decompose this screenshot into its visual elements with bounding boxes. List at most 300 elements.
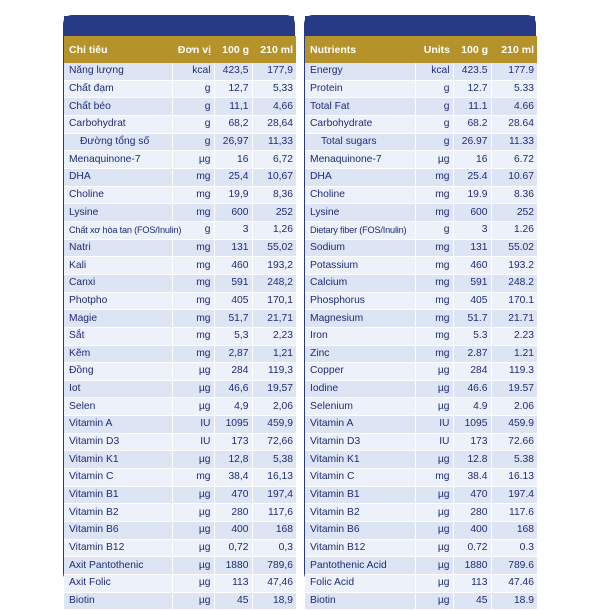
value-per-100g: 11,1 (214, 98, 252, 116)
nutrient-unit: mg (415, 204, 453, 222)
value-per-210ml: 19.57 (491, 380, 537, 398)
table-row (305, 80, 537, 98)
table-row (305, 345, 537, 363)
nutrient-unit: g (172, 80, 214, 98)
nutrient-name: Menaquinone-7 (64, 151, 172, 169)
header-nutrient: Chỉ tiêu (64, 36, 172, 63)
nutrient-name: Vitamin B12 (64, 539, 172, 557)
nutrient-name: Total Fat (305, 98, 415, 116)
value-per-210ml: 2,23 (252, 327, 296, 345)
nutrition-table-english (304, 15, 536, 607)
header-per-210ml: 210 ml (252, 36, 296, 63)
nutrient-name: Energy (305, 63, 415, 80)
table-row (64, 345, 296, 363)
nutrition-grid-en (305, 36, 537, 610)
value-per-210ml: 168 (491, 522, 537, 540)
value-per-210ml: 170,1 (252, 292, 296, 310)
value-per-100g: 46,6 (214, 380, 252, 398)
nutrient-name: Lysine (305, 204, 415, 222)
nutrient-unit: mg (415, 292, 453, 310)
value-per-100g: 470 (453, 486, 491, 504)
nutrient-name: Vitamin D3 (64, 433, 172, 451)
value-per-100g: 2,87 (214, 345, 252, 363)
table-row (305, 221, 537, 239)
nutrient-unit: µg (172, 504, 214, 522)
table-row (305, 451, 537, 469)
value-per-100g: 51.7 (453, 310, 491, 328)
nutrient-unit: IU (415, 433, 453, 451)
value-per-100g: 460 (453, 257, 491, 275)
nutrient-name: Biotin (64, 592, 172, 610)
value-per-210ml: 1.26 (491, 221, 537, 239)
table-row (64, 380, 296, 398)
value-per-100g: 1095 (453, 416, 491, 434)
value-per-210ml: 193,2 (252, 257, 296, 275)
nutrition-table-vietnamese (63, 15, 295, 607)
value-per-210ml: 2,06 (252, 398, 296, 416)
value-per-100g: 19.9 (453, 186, 491, 204)
nutrient-name: Vitamin B2 (305, 504, 415, 522)
table-row (64, 98, 296, 116)
table-row (64, 133, 296, 151)
value-per-210ml: 4.66 (491, 98, 537, 116)
nutrient-name: Kẽm (64, 345, 172, 363)
nutrient-unit: µg (172, 363, 214, 381)
value-per-210ml: 459,9 (252, 416, 296, 434)
value-per-210ml: 170.1 (491, 292, 537, 310)
nutrient-name: Sắt (64, 327, 172, 345)
value-per-210ml: 0,3 (252, 539, 296, 557)
value-per-210ml: 18.9 (491, 592, 537, 610)
nutrient-name: Vitamin B6 (64, 522, 172, 540)
value-per-100g: 4,9 (214, 398, 252, 416)
nutrient-unit: mg (415, 469, 453, 487)
nutrient-unit: µg (415, 363, 453, 381)
nutrient-unit: µg (415, 575, 453, 593)
nutrient-name: Natri (64, 239, 172, 257)
value-per-210ml: 11.33 (491, 133, 537, 151)
value-per-100g: 423,5 (214, 63, 252, 80)
nutrient-unit: mg (172, 292, 214, 310)
table-row (64, 239, 296, 257)
value-per-100g: 284 (453, 363, 491, 381)
nutrient-unit: µg (172, 557, 214, 575)
table-row (305, 274, 537, 292)
table-row (64, 433, 296, 451)
nutrient-name: Calcium (305, 274, 415, 292)
value-per-100g: 600 (453, 204, 491, 222)
nutrient-name: Zinc (305, 345, 415, 363)
value-per-100g: 25.4 (453, 168, 491, 186)
value-per-100g: 460 (214, 257, 252, 275)
value-per-100g: 19,9 (214, 186, 252, 204)
nutrient-name: Vitamin K1 (305, 451, 415, 469)
value-per-210ml: 1,21 (252, 345, 296, 363)
table-row (305, 592, 537, 610)
nutrient-name: Vitamin C (64, 469, 172, 487)
nutrient-name: Năng lượng (64, 63, 172, 80)
value-per-100g: 173 (453, 433, 491, 451)
value-per-210ml: 168 (252, 522, 296, 540)
nutrient-unit: µg (415, 539, 453, 557)
table-row (305, 257, 537, 275)
value-per-100g: 12.7 (453, 80, 491, 98)
value-per-100g: 38,4 (214, 469, 252, 487)
table-row (305, 469, 537, 487)
value-per-210ml: 5.38 (491, 451, 537, 469)
value-per-100g: 400 (453, 522, 491, 540)
table-row (305, 98, 537, 116)
table-row (305, 168, 537, 186)
value-per-100g: 1880 (214, 557, 252, 575)
value-per-210ml: 16,13 (252, 469, 296, 487)
nutrient-name: Choline (64, 186, 172, 204)
value-per-210ml: 119.3 (491, 363, 537, 381)
nutrient-unit: µg (172, 575, 214, 593)
nutrient-unit: µg (415, 380, 453, 398)
nutrient-unit: mg (172, 310, 214, 328)
nutrient-unit: g (172, 221, 214, 239)
nutrient-name: Vitamin B1 (305, 486, 415, 504)
value-per-210ml: 10.67 (491, 168, 537, 186)
nutrient-name: Chất đạm (64, 80, 172, 98)
value-per-100g: 591 (214, 274, 252, 292)
value-per-100g: 284 (214, 363, 252, 381)
value-per-100g: 131 (453, 239, 491, 257)
nutrient-unit: g (172, 98, 214, 116)
value-per-210ml: 8.36 (491, 186, 537, 204)
value-per-100g: 45 (214, 592, 252, 610)
nutrient-name: Selen (64, 398, 172, 416)
value-per-210ml: 5,38 (252, 451, 296, 469)
value-per-100g: 16 (214, 151, 252, 169)
nutrient-name: DHA (64, 168, 172, 186)
nutrient-name: Axit Folic (64, 575, 172, 593)
value-per-210ml: 197,4 (252, 486, 296, 504)
table-row (64, 80, 296, 98)
value-per-210ml: 47,46 (252, 575, 296, 593)
nutrient-unit: µg (415, 151, 453, 169)
value-per-210ml: 10,67 (252, 168, 296, 186)
value-per-210ml: 117,6 (252, 504, 296, 522)
nutrient-unit: mg (172, 345, 214, 363)
table-row (305, 433, 537, 451)
nutrient-name: Lysine (64, 204, 172, 222)
nutrient-unit: µg (172, 522, 214, 540)
nutrient-unit: g (415, 98, 453, 116)
value-per-100g: 12,7 (214, 80, 252, 98)
nutrient-name: Vitamin K1 (64, 451, 172, 469)
nutrient-unit: µg (415, 557, 453, 575)
header-nutrient: Nutrients (305, 36, 415, 63)
value-per-210ml: 248,2 (252, 274, 296, 292)
nutrient-name: Vitamin A (64, 416, 172, 434)
table-row (64, 398, 296, 416)
value-per-210ml: 19,57 (252, 380, 296, 398)
value-per-100g: 600 (214, 204, 252, 222)
nutrient-name: Vitamin B2 (64, 504, 172, 522)
table-row (305, 327, 537, 345)
table-row (64, 168, 296, 186)
nutrient-name: Potassium (305, 257, 415, 275)
nutrient-unit: µg (172, 380, 214, 398)
value-per-100g: 26.97 (453, 133, 491, 151)
value-per-100g: 0,72 (214, 539, 252, 557)
table-row (305, 398, 537, 416)
table-row (64, 486, 296, 504)
nutrient-name: Chất béo (64, 98, 172, 116)
panel-top-bar (305, 16, 535, 36)
nutrient-unit: mg (172, 469, 214, 487)
value-per-210ml: 789,6 (252, 557, 296, 575)
value-per-210ml: 55.02 (491, 239, 537, 257)
table-row (305, 204, 537, 222)
value-per-100g: 131 (214, 239, 252, 257)
nutrient-unit: kcal (172, 63, 214, 80)
value-per-100g: 470 (214, 486, 252, 504)
value-per-210ml: 252 (252, 204, 296, 222)
panel-top-bar (64, 16, 294, 36)
value-per-210ml: 18,9 (252, 592, 296, 610)
table-row (64, 575, 296, 593)
table-row (64, 274, 296, 292)
table-row (64, 151, 296, 169)
value-per-100g: 25,4 (214, 168, 252, 186)
nutrient-name: Vitamin C (305, 469, 415, 487)
value-per-210ml: 55,02 (252, 239, 296, 257)
header-row (305, 36, 537, 63)
value-per-100g: 173 (214, 433, 252, 451)
table-row (305, 486, 537, 504)
table-row (64, 327, 296, 345)
nutrient-unit: kcal (415, 63, 453, 80)
header-per-210ml: 210 ml (491, 36, 537, 63)
table-row (64, 557, 296, 575)
value-per-100g: 4.9 (453, 398, 491, 416)
value-per-100g: 113 (453, 575, 491, 593)
value-per-100g: 1095 (214, 416, 252, 434)
value-per-210ml: 2.06 (491, 398, 537, 416)
table-row (64, 592, 296, 610)
table-row (305, 557, 537, 575)
value-per-210ml: 5,33 (252, 80, 296, 98)
table-row (64, 363, 296, 381)
nutrient-unit: µg (172, 451, 214, 469)
value-per-100g: 12,8 (214, 451, 252, 469)
value-per-210ml: 252 (491, 204, 537, 222)
nutrient-name: DHA (305, 168, 415, 186)
nutrient-name: Iot (64, 380, 172, 398)
value-per-100g: 405 (453, 292, 491, 310)
value-per-100g: 405 (214, 292, 252, 310)
nutrient-name: Đồng (64, 363, 172, 381)
nutrient-unit: µg (172, 592, 214, 610)
nutrient-unit: mg (415, 310, 453, 328)
value-per-100g: 51,7 (214, 310, 252, 328)
nutrient-name: Sodium (305, 239, 415, 257)
nutrient-name: Carbohydrat (64, 115, 172, 133)
value-per-100g: 400 (214, 522, 252, 540)
value-per-210ml: 117.6 (491, 504, 537, 522)
table-row (305, 539, 537, 557)
nutrient-unit: mg (172, 274, 214, 292)
nutrient-name: Vitamin B1 (64, 486, 172, 504)
nutrient-name: Choline (305, 186, 415, 204)
nutrient-unit: µg (415, 522, 453, 540)
table-row (64, 469, 296, 487)
nutrient-unit: µg (415, 451, 453, 469)
nutrient-name: Iodine (305, 380, 415, 398)
table-row (64, 522, 296, 540)
nutrient-unit: mg (172, 186, 214, 204)
nutrient-name: Vitamin B12 (305, 539, 415, 557)
nutrient-unit: mg (172, 204, 214, 222)
table-row (305, 416, 537, 434)
nutrient-unit: g (415, 115, 453, 133)
nutrient-name: Vitamin B6 (305, 522, 415, 540)
nutrient-unit: µg (415, 486, 453, 504)
nutrient-unit: IU (415, 416, 453, 434)
value-per-100g: 1880 (453, 557, 491, 575)
value-per-100g: 38.4 (453, 469, 491, 487)
header-row (64, 36, 296, 63)
value-per-210ml: 16.13 (491, 469, 537, 487)
value-per-210ml: 177.9 (491, 63, 537, 80)
nutrient-unit: g (415, 80, 453, 98)
value-per-210ml: 197.4 (491, 486, 537, 504)
value-per-100g: 45 (453, 592, 491, 610)
nutrient-name: Vitamin D3 (305, 433, 415, 451)
table-row (305, 310, 537, 328)
table-row (64, 63, 296, 80)
header-unit: Units (415, 36, 453, 63)
table-row (64, 115, 296, 133)
table-row (64, 257, 296, 275)
nutrient-unit: µg (172, 486, 214, 504)
table-row (305, 186, 537, 204)
nutrient-name: Phosphorus (305, 292, 415, 310)
table-row (305, 575, 537, 593)
value-per-100g: 68.2 (453, 115, 491, 133)
nutrient-name: Biotin (305, 592, 415, 610)
nutrient-unit: IU (172, 416, 214, 434)
nutrient-name: Protein (305, 80, 415, 98)
header-per-100g: 100 g (214, 36, 252, 63)
value-per-100g: 68,2 (214, 115, 252, 133)
value-per-210ml: 47.46 (491, 575, 537, 593)
table-row (64, 186, 296, 204)
value-per-100g: 5,3 (214, 327, 252, 345)
table-row (64, 292, 296, 310)
value-per-210ml: 193.2 (491, 257, 537, 275)
value-per-210ml: 5.33 (491, 80, 537, 98)
table-row (305, 63, 537, 80)
table-row (64, 504, 296, 522)
value-per-100g: 26,97 (214, 133, 252, 151)
value-per-210ml: 72,66 (252, 433, 296, 451)
nutrient-name: Selenium (305, 398, 415, 416)
value-per-100g: 12.8 (453, 451, 491, 469)
nutrient-name: Kali (64, 257, 172, 275)
value-per-100g: 113 (214, 575, 252, 593)
table-row (64, 451, 296, 469)
value-per-210ml: 6,72 (252, 151, 296, 169)
value-per-100g: 591 (453, 274, 491, 292)
nutrient-name: Copper (305, 363, 415, 381)
header-unit: Đơn vị (172, 36, 214, 63)
value-per-100g: 16 (453, 151, 491, 169)
value-per-210ml: 177,9 (252, 63, 296, 80)
value-per-210ml: 28,64 (252, 115, 296, 133)
value-per-210ml: 1.21 (491, 345, 537, 363)
value-per-100g: 46.6 (453, 380, 491, 398)
value-per-100g: 280 (214, 504, 252, 522)
nutrient-unit: mg (172, 168, 214, 186)
table-row (305, 292, 537, 310)
nutrient-unit: IU (172, 433, 214, 451)
nutrient-name: Đường tổng số (64, 133, 172, 151)
table-row (305, 363, 537, 381)
value-per-210ml: 8,36 (252, 186, 296, 204)
table-row (305, 133, 537, 151)
nutrient-unit: g (172, 133, 214, 151)
nutrient-name: Iron (305, 327, 415, 345)
nutrient-unit: mg (415, 239, 453, 257)
nutrient-unit: mg (415, 168, 453, 186)
nutrient-unit: mg (415, 327, 453, 345)
nutrient-unit: mg (415, 257, 453, 275)
nutrient-name: Axit Pantothenic (64, 557, 172, 575)
nutrient-name: Carbohydrate (305, 115, 415, 133)
value-per-100g: 5.3 (453, 327, 491, 345)
table-row (64, 310, 296, 328)
value-per-210ml: 2.23 (491, 327, 537, 345)
nutrient-unit: µg (172, 151, 214, 169)
nutrient-unit: mg (172, 257, 214, 275)
nutrient-unit: mg (415, 274, 453, 292)
table-row (305, 115, 537, 133)
value-per-210ml: 1,26 (252, 221, 296, 239)
value-per-100g: 423.5 (453, 63, 491, 80)
value-per-100g: 2.87 (453, 345, 491, 363)
value-per-210ml: 789.6 (491, 557, 537, 575)
table-row (305, 239, 537, 257)
value-per-210ml: 4,66 (252, 98, 296, 116)
nutrient-name: Folic Acid (305, 575, 415, 593)
value-per-100g: 3 (453, 221, 491, 239)
table-row (305, 151, 537, 169)
nutrient-unit: mg (415, 186, 453, 204)
value-per-210ml: 72.66 (491, 433, 537, 451)
nutrient-unit: µg (172, 539, 214, 557)
nutrient-name: Menaquinone-7 (305, 151, 415, 169)
header-per-100g: 100 g (453, 36, 491, 63)
nutrient-name: Canxi (64, 274, 172, 292)
nutrient-name: Vitamin A (305, 416, 415, 434)
value-per-210ml: 28.64 (491, 115, 537, 133)
nutrient-name: Chất xơ hòa tan (FOS/Inulin) (64, 221, 172, 239)
nutrient-unit: µg (415, 398, 453, 416)
nutrient-unit: mg (172, 239, 214, 257)
nutrient-unit: µg (415, 504, 453, 522)
value-per-100g: 11.1 (453, 98, 491, 116)
value-per-100g: 0.72 (453, 539, 491, 557)
nutrient-unit: g (415, 221, 453, 239)
table-row (305, 504, 537, 522)
nutrient-unit: g (415, 133, 453, 151)
nutrient-unit: mg (172, 327, 214, 345)
table-row (64, 221, 296, 239)
